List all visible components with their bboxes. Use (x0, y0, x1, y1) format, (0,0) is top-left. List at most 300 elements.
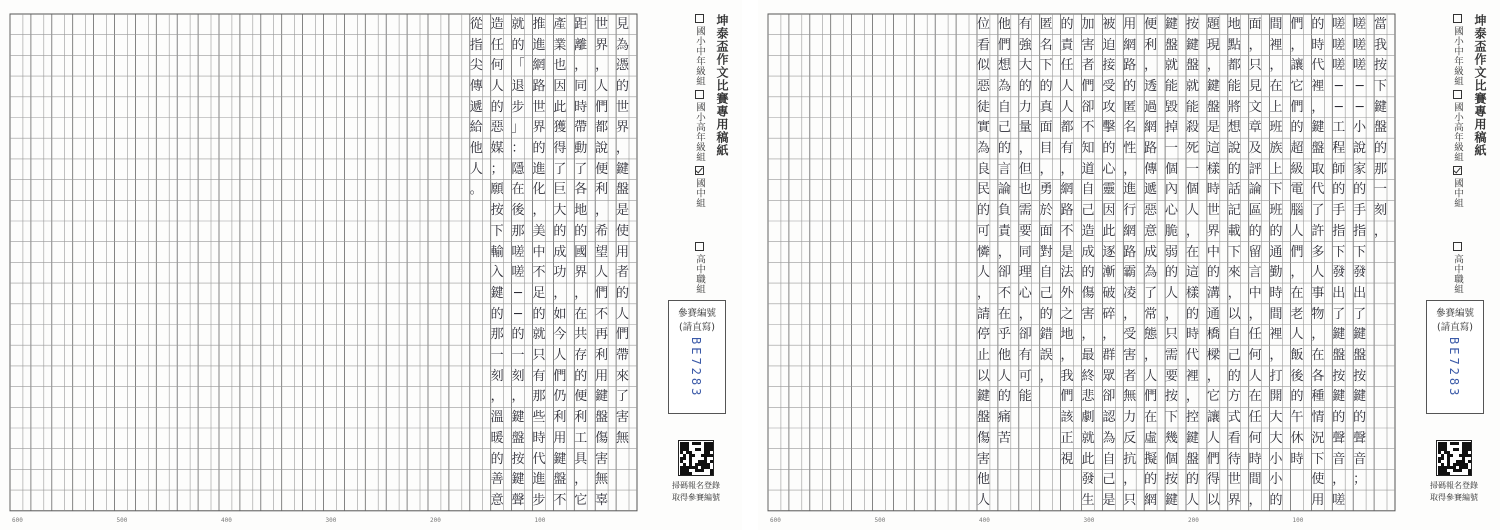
essay-char: 負 (997, 203, 1011, 219)
essay-char: ， (574, 285, 588, 301)
essay-char: ； (490, 161, 504, 177)
essay-char: 力 (1018, 99, 1032, 115)
qr-module (683, 457, 686, 460)
essay-char: 凌 (1123, 285, 1137, 301)
essay-char: 責 (1060, 37, 1074, 53)
essay-char: 自 (997, 99, 1011, 115)
essay-char: 超 (1290, 141, 1304, 157)
essay-char: 」 (511, 120, 525, 136)
qr-module (1456, 448, 1459, 451)
essay-char: 他 (976, 472, 990, 488)
qr-module (698, 442, 701, 445)
essay-char: 們 (1290, 99, 1304, 115)
qr-module (710, 469, 713, 472)
essay-char: 的 (1290, 389, 1304, 405)
essay-char: 界 (595, 37, 609, 53)
division-option[interactable] (692, 14, 706, 86)
essay-char: 造 (490, 16, 504, 32)
qr-module (1444, 469, 1447, 472)
essay-char: 的 (1290, 120, 1304, 136)
division-option[interactable] (1450, 166, 1464, 208)
entry-id-box[interactable] (1426, 300, 1484, 414)
qr-module (1465, 442, 1468, 445)
essay-char: 在 (1248, 389, 1262, 405)
qr-code-icon[interactable] (1436, 440, 1472, 476)
essay-char: 音 (1353, 451, 1367, 467)
essay-char: 世 (532, 99, 546, 115)
essay-char: 出 (1353, 285, 1367, 301)
division-option-label: 國中組 (1452, 178, 1463, 208)
essay-char: 用 (553, 430, 567, 446)
essay-char: ， (1206, 58, 1220, 74)
essay-char: 的 (1185, 472, 1199, 488)
essay-char: 路 (1144, 141, 1158, 157)
essay-char: 業 (553, 37, 567, 53)
essay-char: 世 (1206, 203, 1220, 219)
essay-char: 為 (976, 141, 990, 157)
essay-char: 可 (1018, 368, 1032, 384)
essay-char: 功 (553, 265, 567, 281)
essay-char: 鍵 (595, 389, 609, 405)
essay-char: 該 (1060, 410, 1074, 426)
qr-module (686, 469, 689, 472)
qr-module (707, 463, 710, 466)
entry-id-label: 參賽編號 (677, 308, 716, 319)
essay-char: ─ (1355, 99, 1364, 115)
essay-char: 意 (490, 492, 504, 508)
qr-module (695, 469, 698, 472)
qr-module (692, 454, 695, 457)
ruler-tick-label: 400 (221, 516, 232, 524)
essay-char: 心 (1018, 285, 1032, 301)
essay-char: ， (1290, 37, 1304, 53)
qr-module (683, 454, 686, 457)
essay-char: 工 (574, 430, 588, 446)
essay-char: 上 (1269, 161, 1283, 177)
essay-char: 它 (1290, 78, 1304, 94)
ruler-tick-label: 600 (770, 516, 781, 524)
qr-module (695, 466, 698, 469)
essay-char: 無 (1123, 389, 1137, 405)
checkbox[interactable] (695, 90, 704, 99)
essay-char: 指 (1353, 223, 1367, 239)
essay-char: 認 (1102, 410, 1116, 426)
checkbox-checked[interactable] (695, 166, 704, 175)
essay-char: 常 (1144, 306, 1158, 322)
qr-module (1462, 454, 1465, 457)
essay-char: 為 (616, 37, 630, 53)
essay-char: 這 (1206, 141, 1220, 157)
essay-char: 在 (997, 306, 1011, 322)
essay-char: 盤 (511, 430, 525, 446)
qr-module (1447, 454, 1450, 457)
essay-char: 都 (1060, 120, 1074, 136)
division-option[interactable] (1450, 90, 1464, 162)
essay-char: 指 (469, 37, 483, 53)
qr-code-icon[interactable] (678, 440, 714, 476)
essay-char: 自 (1081, 182, 1095, 198)
essay-char: 自 (1039, 265, 1053, 281)
essay-char: 下 (1269, 182, 1283, 198)
essay-char: 路 (1123, 58, 1137, 74)
essay-char: 網 (1144, 492, 1158, 508)
essay-char: 成 (553, 244, 567, 260)
essay-char: 網 (1123, 223, 1137, 239)
essay-page-left (0, 0, 742, 530)
essay-char: 鍵 (511, 472, 525, 488)
essay-char: 的 (1374, 141, 1388, 157)
essay-char: 希 (595, 223, 609, 239)
essay-char: 論 (997, 182, 1011, 198)
essay-char: 位 (976, 16, 990, 32)
qr-module (689, 463, 692, 466)
essay-char: 有 (1060, 141, 1074, 157)
essay-char: 時 (574, 99, 588, 115)
essay-char: 碎 (1102, 306, 1116, 322)
essay-char: 盤 (1311, 141, 1325, 157)
essay-char: ， (574, 58, 588, 74)
essay-char: 下 (1353, 244, 1367, 260)
qr-module (689, 457, 692, 460)
essay-char: ， (1248, 37, 1262, 53)
qr-note: 掃碼報名登錄 (672, 481, 720, 490)
essay-char: 人 (595, 78, 609, 94)
qr-module (1438, 451, 1441, 454)
essay-char: 時 (1248, 451, 1262, 467)
essay-char: 在 (1269, 78, 1283, 94)
essay-char: 是 (1102, 492, 1116, 508)
essay-char: 嗟 (1332, 37, 1346, 53)
qr-module (1468, 472, 1471, 475)
essay-char: 人 (490, 78, 504, 94)
essay-char: ， (490, 389, 504, 405)
essay-char: 的 (574, 368, 588, 384)
essay-char: 音 (1332, 451, 1346, 467)
essay-char: 遞 (1144, 182, 1158, 198)
qr-module (1441, 466, 1444, 469)
essay-char: ， (595, 58, 609, 74)
essay-char: 隱 (511, 161, 525, 177)
division-option[interactable] (1450, 14, 1464, 86)
essay-char: 樣 (1185, 285, 1199, 301)
essay-char: 願 (490, 182, 504, 198)
essay-char: 人 (1206, 430, 1220, 446)
form-title: 坤泰盃作文比賽專用稿紙 (715, 14, 729, 157)
qr-module (683, 472, 686, 475)
essay-char: 午 (1290, 410, 1304, 426)
qr-pattern (679, 441, 713, 475)
essay-char: 產 (553, 16, 567, 32)
essay-char: 樑 (1206, 348, 1220, 364)
essay-char: 害 (616, 410, 630, 426)
essay-char: 為 (1144, 265, 1158, 281)
essay-char: 人 (469, 161, 483, 177)
essay-char: 名 (1123, 120, 1137, 136)
essay-char: 通 (1206, 306, 1220, 322)
essay-char: 的 (1227, 368, 1241, 384)
essay-char: 多 (1311, 244, 1325, 260)
ruler-tick-label: 300 (325, 516, 337, 524)
essay-char: 面 (1248, 16, 1262, 32)
essay-char: 大 (1018, 58, 1032, 74)
essay-char: 的 (1269, 223, 1283, 239)
division-option[interactable] (692, 90, 706, 162)
essay-char: 不 (1081, 120, 1095, 136)
essay-char: 們 (1144, 389, 1158, 405)
essay-char: 言 (997, 161, 1011, 177)
qr-module (1438, 460, 1441, 463)
essay-char: 的 (511, 327, 525, 343)
essay-char: 現 (1206, 37, 1220, 53)
essay-char: 見 (616, 16, 630, 32)
qr-module (686, 448, 689, 451)
qr-module (1465, 463, 1468, 466)
essay-char: 的 (1165, 265, 1179, 281)
essay-char: 話 (1227, 182, 1241, 198)
essay-char: 腦 (1290, 203, 1304, 219)
entry-id-value: BE7283 (689, 337, 703, 399)
essay-char: 族 (1269, 141, 1283, 157)
checkbox[interactable] (695, 242, 704, 251)
checkbox[interactable] (695, 14, 704, 23)
qr-module (680, 472, 683, 475)
essay-char: 盤 (1332, 348, 1346, 364)
division-option[interactable] (692, 166, 706, 208)
checkbox-checked[interactable] (1453, 166, 1462, 175)
essay-char: 停 (976, 327, 990, 343)
essay-char: 橋 (1206, 327, 1220, 343)
essay-char: 只 (1248, 58, 1262, 74)
qr-module (1453, 442, 1456, 445)
essay-char: 的 (1206, 265, 1220, 281)
essay-char: 外 (1060, 285, 1074, 301)
essay-char: 網 (1144, 120, 1158, 136)
essay-char: 步 (511, 99, 525, 115)
qr-module (680, 466, 683, 469)
qr-module (710, 460, 713, 463)
essay-char: 何 (1248, 348, 1262, 364)
essay-char: 盤 (1165, 37, 1179, 53)
qr-module (1468, 454, 1471, 457)
essay-char: 的 (1060, 16, 1074, 32)
essay-char: 內 (1165, 182, 1179, 198)
qr-note: 掃碼報名登錄 (1430, 481, 1478, 490)
division-option-label: 高中職組 (1452, 254, 1463, 294)
essay-char: 上 (1269, 99, 1283, 115)
qr-module (1468, 460, 1471, 463)
essay-char: ， (1018, 141, 1032, 157)
essay-char: 被 (1102, 16, 1116, 32)
checkbox[interactable] (1453, 14, 1462, 23)
essay-char: 視 (1060, 451, 1074, 467)
essay-char: 一 (1374, 182, 1388, 198)
essay-char: 對 (1039, 244, 1053, 260)
qr-module (1456, 463, 1459, 466)
essay-char: ， (1123, 472, 1137, 488)
essay-char: 鍵 (616, 161, 630, 177)
qr-module (710, 454, 713, 457)
checkbox[interactable] (1453, 90, 1462, 99)
essay-char: 人 (1165, 285, 1179, 301)
essay-char: 人 (553, 348, 567, 364)
division-option[interactable] (692, 242, 706, 294)
essay-char: 班 (1269, 203, 1283, 219)
essay-char: 盤 (1353, 348, 1367, 364)
essay-char: 班 (1269, 120, 1283, 136)
essay-char: 他 (469, 141, 483, 157)
essay-char: 界 (574, 265, 588, 281)
division-option[interactable] (1450, 242, 1464, 294)
essay-char: 以 (976, 368, 990, 384)
essay-char: 的 (511, 37, 525, 53)
essay-char: 盤 (1206, 99, 1220, 115)
essay-char: 進 (1123, 182, 1137, 198)
essay-char: ， (1081, 327, 1095, 343)
essay-char: 界 (1227, 492, 1241, 508)
essay-char: 理 (1018, 265, 1032, 281)
essay-char: 毀 (1165, 99, 1179, 115)
qr-module (1453, 466, 1456, 469)
essay-char: 界 (532, 120, 546, 136)
essay-char: 不 (595, 306, 609, 322)
essay-char: 物 (1311, 306, 1325, 322)
essay-char: 因 (553, 78, 567, 94)
essay-char: 最 (1081, 348, 1095, 364)
essay-char: 讓 (1206, 410, 1220, 426)
qr-module (1444, 448, 1447, 451)
essay-char: 下 (1165, 410, 1179, 426)
essay-char: 霸 (1123, 265, 1137, 281)
essay-char: 網 (1123, 37, 1137, 53)
essay-char: 的 (532, 306, 546, 322)
essay-char: 嗟 (1332, 492, 1346, 508)
essay-char: 足 (532, 285, 546, 301)
essay-char: ， (511, 389, 525, 405)
essay-char: 按 (490, 203, 504, 219)
essay-char: 打 (1269, 368, 1283, 384)
qr-module (680, 451, 683, 454)
essay-char: 卻 (1102, 389, 1116, 405)
essay-char: 的 (1269, 492, 1283, 508)
essay-char: 下 (1374, 78, 1388, 94)
essay-char: ， (1185, 389, 1199, 405)
essay-char: ， (1039, 161, 1053, 177)
essay-char: 小 (1269, 451, 1283, 467)
essay-char: 記 (1227, 203, 1241, 219)
essay-char: 掉 (1165, 120, 1179, 136)
essay-char: 方 (1227, 389, 1241, 405)
qr-module (1453, 469, 1456, 472)
essay-char: 量 (1018, 120, 1032, 136)
qr-module (1441, 445, 1444, 448)
essay-char: ， (1123, 161, 1137, 177)
essay-char: 說 (1227, 141, 1241, 157)
essay-char: 造 (1081, 223, 1095, 239)
essay-char: 何 (490, 58, 504, 74)
essay-char: 就 (511, 16, 525, 32)
essay-char: 地 (574, 203, 588, 219)
essay-char: 無 (616, 430, 630, 446)
essay-char: 劇 (1081, 410, 1095, 426)
essay-char: 將 (1227, 99, 1241, 115)
essay-char: 任 (1248, 327, 1262, 343)
essay-char: 任 (1248, 410, 1262, 426)
qr-module (1462, 442, 1465, 445)
essay-char: 界 (616, 120, 630, 136)
essay-char: 知 (1081, 141, 1095, 157)
essay-char: 當 (1374, 16, 1388, 32)
essay-char: 使 (616, 223, 630, 239)
essay-char: 世 (595, 16, 609, 32)
qr-module (680, 445, 683, 448)
essay-char: 代 (1311, 58, 1325, 74)
division-option-label: 國小中年級組 (1452, 26, 1463, 86)
essay-char: 擬 (1144, 451, 1158, 467)
essay-char: 接 (1102, 58, 1116, 74)
essay-char: 於 (1039, 203, 1053, 219)
qr-module (1462, 463, 1465, 466)
essay-char: 行 (1123, 203, 1137, 219)
entry-id-box[interactable] (668, 300, 726, 414)
essay-char: 之 (1060, 306, 1074, 322)
essay-char: 載 (1227, 223, 1241, 239)
qr-module (680, 460, 683, 463)
essay-char: 脆 (1165, 223, 1179, 239)
essay-char: 意 (1144, 223, 1158, 239)
essay-char: 在 (1311, 348, 1325, 364)
essay-char: 了 (1144, 285, 1158, 301)
qr-module (1462, 466, 1465, 469)
essay-char: 它 (574, 492, 588, 508)
qr-module (707, 448, 710, 451)
essay-char: 及 (1248, 141, 1262, 157)
ruler-tick-label: 200 (430, 516, 441, 524)
essay-char: 按 (1185, 16, 1199, 32)
qr-module (1438, 445, 1441, 448)
qr-module (1441, 457, 1444, 460)
essay-char: 地 (1060, 327, 1074, 343)
essay-char: 害 (1123, 348, 1137, 364)
essay-char: 們 (595, 285, 609, 301)
essay-char: 人 (1185, 492, 1199, 508)
checkbox[interactable] (1453, 242, 1462, 251)
essay-char: 的 (1081, 265, 1095, 281)
essay-char: 國 (574, 244, 588, 260)
essay-char: 能 (1227, 78, 1241, 94)
essay-char: 利 (595, 348, 609, 364)
essay-char: 世 (616, 99, 630, 115)
qr-module (689, 454, 692, 457)
essay-char: 控 (1185, 410, 1199, 426)
essay-char: 自 (1227, 327, 1241, 343)
qr-module (701, 460, 704, 463)
qr-module (1459, 469, 1462, 472)
essay-char: 取 (1311, 161, 1325, 177)
essay-char: 無 (595, 472, 609, 488)
qr-module (680, 469, 683, 472)
essay-char: 了 (574, 161, 588, 177)
qr-module (707, 442, 710, 445)
qr-module (1444, 472, 1447, 475)
ruler-tick-label: 500 (874, 516, 886, 524)
essay-char: 匿 (1123, 99, 1137, 115)
essay-char: 輸 (490, 244, 504, 260)
essay-char: 死 (1185, 141, 1199, 157)
essay-char: 裡 (1311, 78, 1325, 94)
essay-char: ─ (1355, 78, 1364, 94)
essay-char: 盤 (595, 410, 609, 426)
essay-char: 工 (1332, 120, 1346, 136)
